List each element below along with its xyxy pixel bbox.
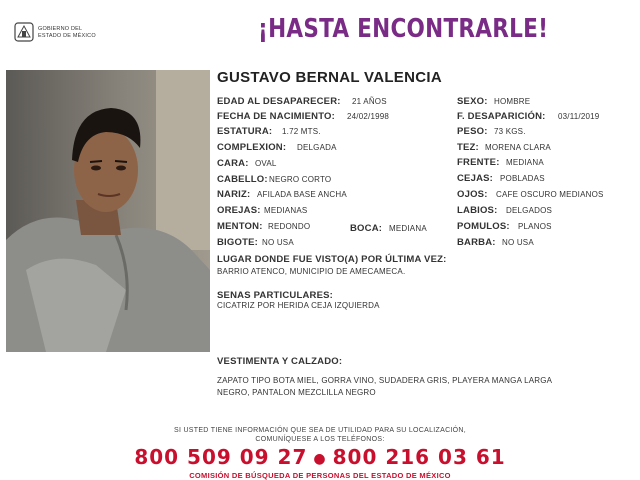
frente-value: MEDIANA [506,158,544,167]
state-seal-icon [14,22,34,42]
bigote-label: BIGOTE: [217,237,258,248]
boca-value: MEDIANA [389,224,427,233]
commission-name: COMISIÓN DE BÚSQUEDA DE PERSONAS DEL ESTADO DE MÉXICO [189,471,451,480]
pomulos-label: POMULOS: [457,221,510,232]
cejas-value: POBLADAS [500,174,545,183]
menton-label: MENTON: [217,221,263,232]
cejas-label: CEJAS: [457,173,494,184]
labios-label: LABIOS: [457,205,498,216]
peso-value: 73 KGS. [494,127,526,136]
missing-person-photo [6,70,210,352]
government-logo [14,22,114,44]
fecha-nacimiento-label: FECHA DE NACIMIENTO: [217,111,335,122]
bigote-value: NO USA [262,238,294,247]
vestimenta-line-2: NEGRO, PANTALON MEZCLILLA NEGRO [217,388,376,397]
sexo-value: HOMBRE [494,97,531,106]
peso-label: PESO: [457,126,488,137]
ojos-value: CAFE OSCURO MEDIANOS [496,190,604,199]
vestimenta-line-1: ZAPATO TIPO BOTA MIEL, GORRA VINO, SUDADERA GRIS, PLAYERA MANGA LARGA [217,376,553,385]
edad-label: EDAD AL DESAPARECER: [217,96,341,107]
fecha-desaparicion-label: F. DESAPARICIÓN: [457,111,546,122]
gov-line-1: GOBIERNO DEL [38,26,83,32]
senas-label: SENAS PARTICULARES: [217,290,334,301]
labios-value: DELGADOS [506,206,553,215]
headline: ¡HASTA ENCONTRARLE! [258,14,549,44]
person-photo-illustration [6,70,210,352]
frente-label: FRENTE: [457,157,500,168]
cabello-value: NEGRO CORTO [269,175,332,184]
tez-value: MORENA CLARA [485,143,551,152]
phone-2[interactable]: 800 216 03 61 [332,445,506,469]
phone-1[interactable]: 800 509 09 27 [134,445,308,469]
separator-dot-icon: ● [313,450,327,467]
orejas-value: MEDIANAS [264,206,308,215]
barba-value: NO USA [502,238,534,247]
fecha-desaparicion-value: 03/11/2019 [558,112,600,121]
sexo-label: SEXO: [457,96,488,107]
person-name: GUSTAVO BERNAL VALENCIA [217,69,442,86]
orejas-label: OREJAS: [217,205,261,216]
info-line-2: COMUNÍQUESE A LOS TELÉFONOS: [255,436,385,443]
ojos-label: OJOS: [457,189,488,200]
nariz-label: NARIZ: [217,189,251,200]
boca-label: BOCA: [350,223,383,234]
menton-value: REDONDO [268,222,311,231]
lugar-label: LUGAR DONDE FUE VISTO(A) POR ÚLTIMA VEZ: [217,254,447,265]
estatura-label: ESTATURA: [217,126,273,137]
fecha-nacimiento-value: 24/02/1998 [347,112,390,121]
cara-value: OVAL [255,159,277,168]
cabello-label: CABELLO: [217,174,268,185]
gov-line-2: ESTADO DE MÉXICO [38,33,96,39]
estatura-value: 1.72 MTS. [282,127,321,136]
edad-value: 21 AÑOS [352,97,387,106]
info-line-1: SI USTED TIENE INFORMACIÓN QUE SEA DE UTILIDAD PARA SU LOCALIZACIÓN, [173,427,467,434]
lugar-value: BARRIO ATENCO, MUNICIPIO DE AMECAMECA. [217,267,406,276]
cara-label: CARA: [217,158,249,169]
tez-label: TEZ: [457,142,479,153]
pomulos-value: PLANOS [518,222,552,231]
complexion-value: DELGADA [297,143,337,152]
complexion-label: COMPLEXION: [217,142,287,153]
barba-label: BARBA: [457,237,496,248]
senas-value: CICATRIZ POR HERIDA CEJA IZQUIERDA [217,301,380,310]
phone-numbers [0,445,640,469]
vestimenta-label: VESTIMENTA Y CALZADO: [217,356,343,367]
nariz-value: AFILADA BASE ANCHA [257,190,347,199]
